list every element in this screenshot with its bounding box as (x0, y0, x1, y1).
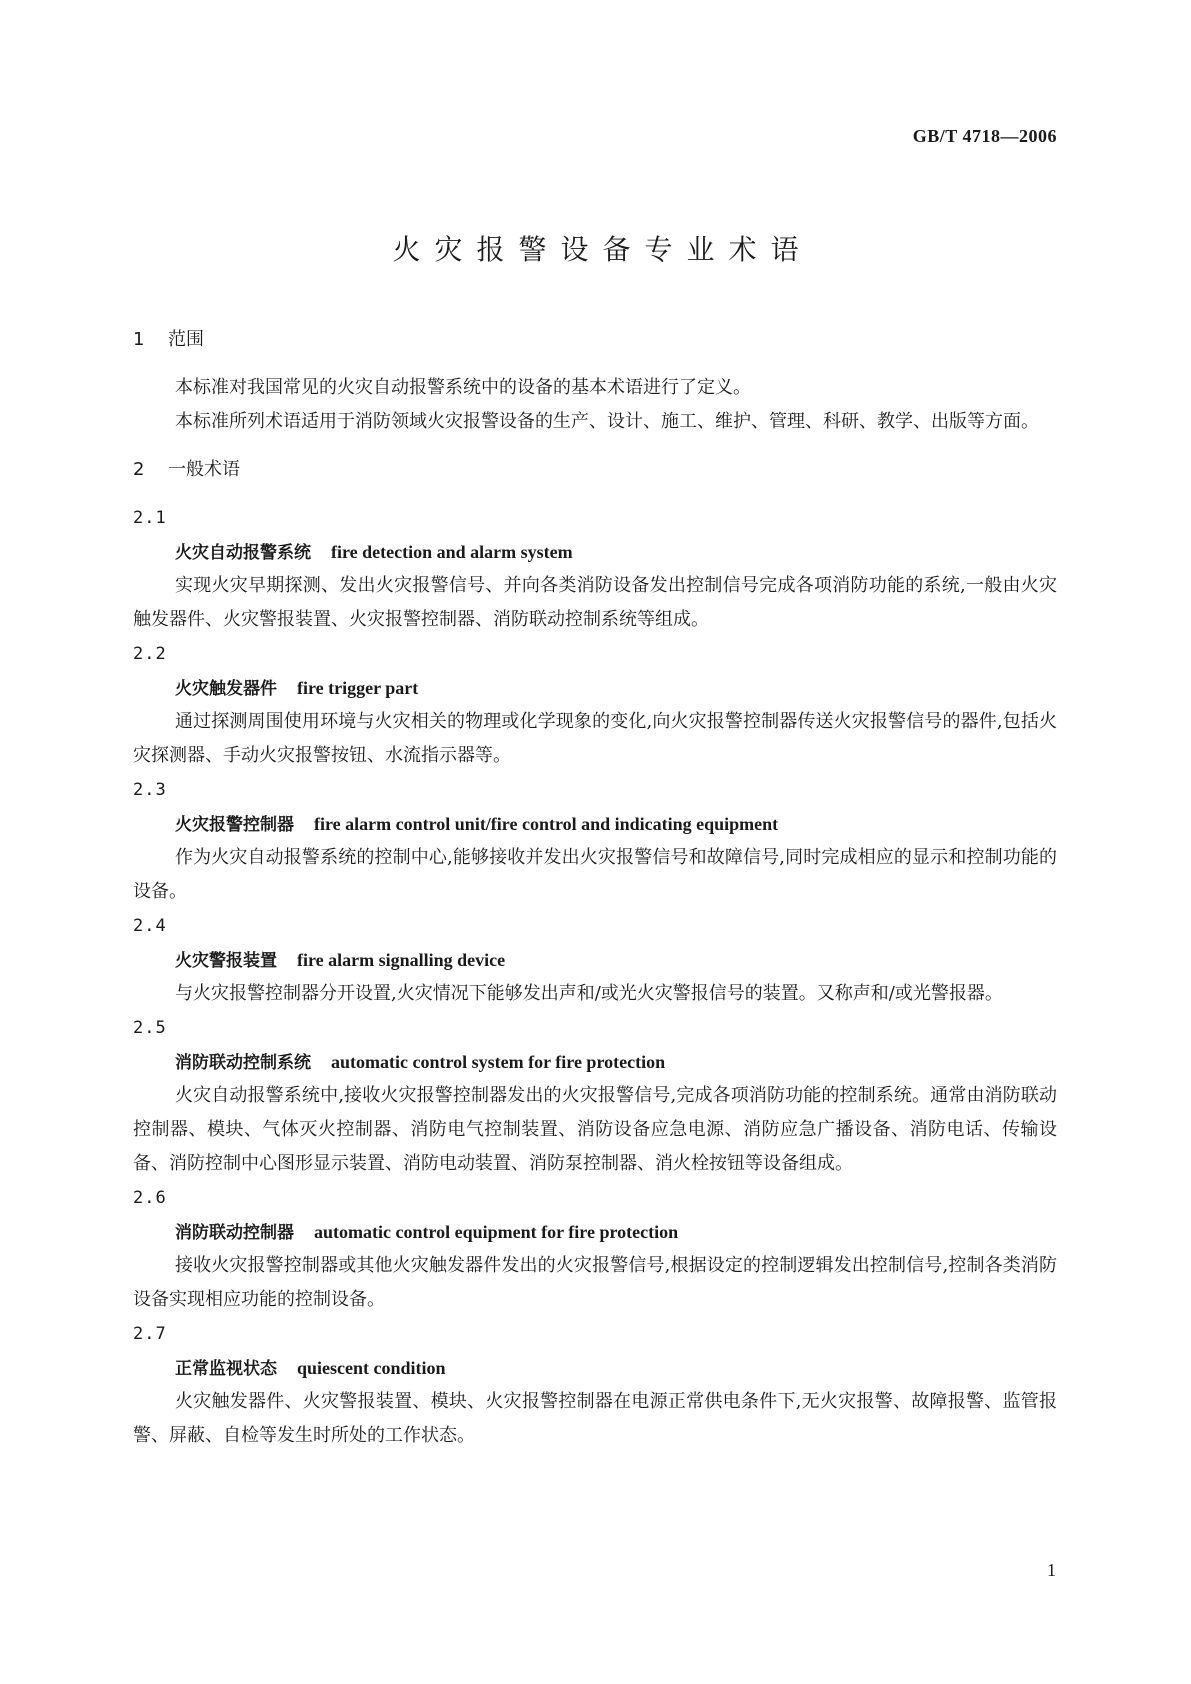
clause-number: 2.2 (133, 644, 167, 664)
clause-number: 2.1 (133, 508, 167, 528)
clause-number: 2.3 (133, 780, 167, 800)
scope-paragraph: 本标准对我国常见的火灾自动报警系统中的设备的基本术语进行了定义。 (175, 377, 751, 398)
term-english: automatic control system for fire protection (331, 1052, 666, 1072)
term-entry (133, 1215, 1057, 1249)
term-definition: 与火灾报警控制器分开设置,火灾情况下能够发出声和/或光火灾警报信号的装置。又称声和/或光警报器。 (175, 983, 1003, 1004)
term-chinese: 火灾警报装置 (175, 951, 277, 971)
term-entry (133, 1045, 1057, 1079)
section-number: 2 (133, 459, 145, 480)
clause-number: 2.4 (133, 916, 167, 936)
term-chinese: 正常监视状态 (175, 1359, 277, 1379)
term-english: fire detection and alarm system (331, 542, 573, 562)
term-entry (133, 671, 1057, 705)
term-chinese: 火灾报警控制器 (175, 815, 294, 835)
term-definition: 火灾自动报警系统中,接收火灾报警控制器发出的火灾报警信号,完成各项消防功能的控制系统。通常由消防联动控制器、模块、气体灭火控制器、消防电气控制装置、消防设备应急电源、消防应急广播设备、消防电话、传输设备、消防控制中心图形显示装置、消防电动装置、消防泵控制器、消火栓按钮等设备组成。 (133, 1085, 1057, 1174)
scope-paragraph: 本标准所列术语适用于消防领域火灾报警设备的生产、设计、施工、维护、管理、科研、教学、出版等方面。 (175, 411, 1039, 432)
term-definition: 作为火灾自动报警系统的控制中心,能够接收并发出火灾报警信号和故障信号,同时完成相应的显示和控制功能的设备。 (133, 847, 1057, 902)
term-english: fire alarm control unit/fire control and indicating equipment (314, 814, 779, 834)
clause-number: 2.7 (133, 1324, 167, 1344)
document-title: 火灾报警设备专业术语 (392, 233, 813, 266)
clause-number: 2.5 (133, 1018, 167, 1038)
term-chinese: 火灾自动报警系统 (175, 543, 311, 563)
term-english: fire alarm signalling device (297, 950, 506, 970)
term-english: fire trigger part (297, 678, 419, 698)
section-heading-general-terms (133, 453, 1057, 487)
clause-number: 2.6 (133, 1188, 167, 1208)
term-english: automatic control equipment for fire protection (314, 1222, 679, 1242)
term-entry (133, 535, 1057, 569)
term-english: quiescent condition (297, 1358, 446, 1378)
term-chinese: 消防联动控制系统 (175, 1053, 311, 1073)
term-definition: 通过探测周围使用环境与火灾相关的物理或化学现象的变化,向火灾报警控制器传送火灾报警信号的器件,包括火灾探测器、手动火灾报警按钮、水流指示器等。 (133, 711, 1057, 766)
section-title: 一般术语 (168, 459, 240, 480)
section-title: 范围 (168, 329, 204, 350)
term-entry (133, 807, 1057, 841)
standard-code: GB/T 4718—2006 (912, 126, 1057, 146)
term-definition: 火灾触发器件、火灾警报装置、模块、火灾报警控制器在电源正常供电条件下,无火灾报警、故障报警、监管报警、屏蔽、自检等发生时所处的工作状态。 (133, 1391, 1057, 1446)
term-entry (133, 943, 1057, 977)
section-number: 1 (133, 329, 145, 350)
section-heading-scope (133, 323, 1057, 357)
document-body (133, 323, 1057, 1453)
page-number: 1 (1047, 1560, 1056, 1580)
term-chinese: 消防联动控制器 (175, 1223, 294, 1243)
term-chinese: 火灾触发器件 (175, 679, 277, 699)
term-entry (133, 1351, 1057, 1385)
term-definition: 接收火灾报警控制器或其他火灾触发器件发出的火灾报警信号,根据设定的控制逻辑发出控制信号,控制各类消防设备实现相应功能的控制设备。 (133, 1255, 1057, 1310)
term-definition: 实现火灾早期探测、发出火灾报警信号、并向各类消防设备发出控制信号完成各项消防功能的系统,一般由火灾触发器件、火灾警报装置、火灾报警控制器、消防联动控制系统等组成。 (133, 575, 1057, 630)
